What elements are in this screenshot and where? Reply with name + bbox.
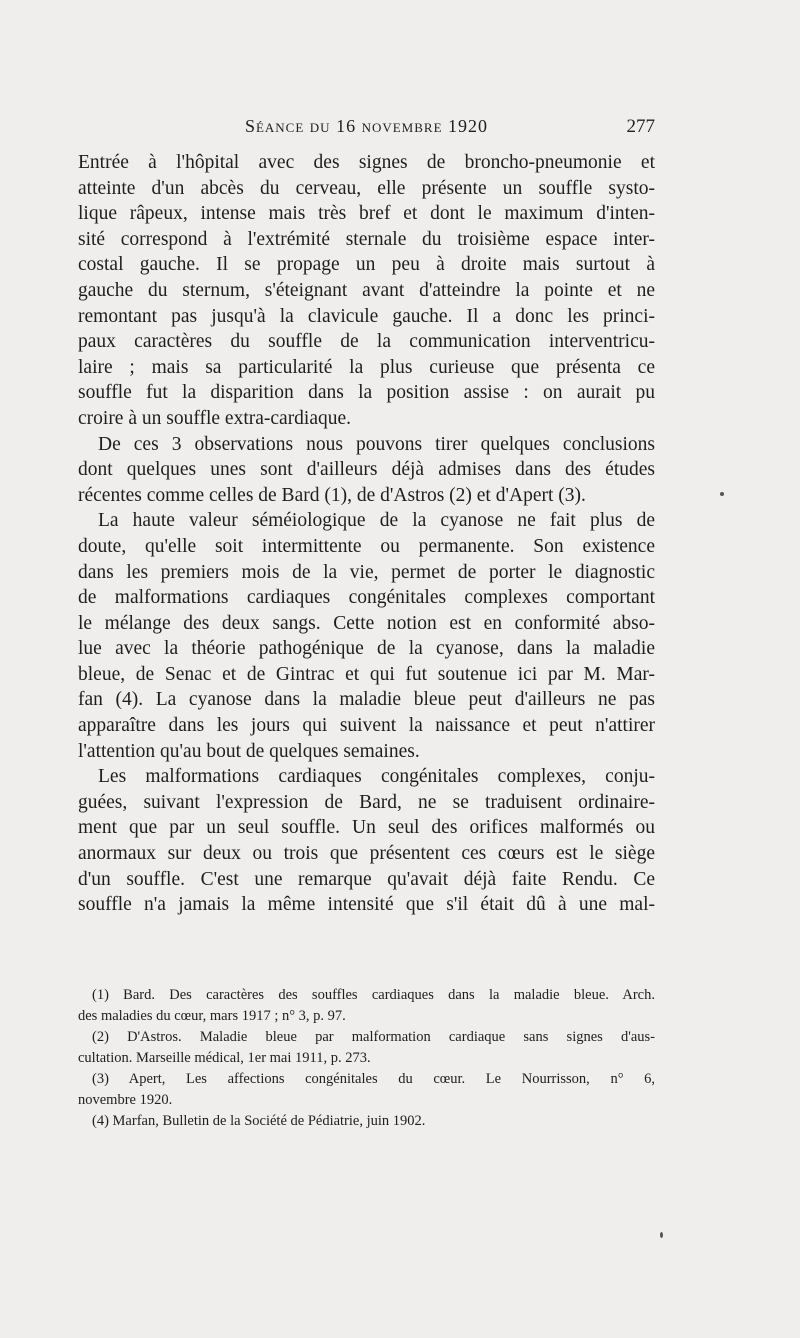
stray-ink-mark bbox=[720, 492, 724, 496]
text-line: bleue, de Senac et de Gintrac et qui fut soutenue ici par M. Mar- bbox=[78, 663, 655, 685]
text-line: doute, qu'elle soit intermittente ou permanente. Son existence bbox=[78, 535, 655, 557]
text-line: atteinte d'un abcès du cerveau, elle présente un souffle systo- bbox=[78, 177, 655, 199]
footnote-line: (1) Bard. Des caractères des souffles cardiaques dans la maladie bleue. Arch. bbox=[92, 987, 655, 1003]
text-line: de malformations cardiaques congénitales complexes comportant bbox=[78, 587, 655, 609]
text-line: paux caractères du souffle de la communication interventricu- bbox=[78, 331, 655, 353]
paragraph-first-line: Les malformations cardiaques congénitales complexes, conju- bbox=[98, 766, 655, 788]
footnote-line: novembre 1920. bbox=[78, 1092, 173, 1108]
footnotes bbox=[78, 985, 655, 1132]
footnote-line: (2) D'Astros. Maladie bleue par malformation cardiaque sans signes d'aus- bbox=[92, 1029, 655, 1045]
text-line: Entrée à l'hôpital avec des signes de broncho-pneumonie et bbox=[78, 152, 655, 173]
text-line: l'attention qu'au bout de quelques semaines. bbox=[78, 740, 420, 762]
text-line: ment que par un seul souffle. Un seul des orifices malformés ou bbox=[78, 817, 655, 839]
text-line: remontant pas jusqu'à la clavicule gauche. Il a donc les princi- bbox=[78, 305, 655, 327]
text-line: costal gauche. Il se propage un peu à droite mais surtout à bbox=[78, 254, 655, 276]
footnote-line: des maladies du cœur, mars 1917 ; n° 3, p. 97. bbox=[78, 1008, 346, 1024]
text-line: lique râpeux, intense mais très bref et dont le maximum d'inten- bbox=[78, 203, 655, 225]
text-line: anormaux sur deux ou trois que présentent ces cœurs est le siège bbox=[78, 843, 655, 865]
text-line: le mélange des deux sangs. Cette notion est en conformité abso- bbox=[78, 612, 655, 634]
text-line: apparaître dans les jours qui suivent la naissance et peut n'attirer bbox=[78, 715, 655, 737]
text-line: fan (4). La cyanose dans la maladie bleue peut d'ailleurs ne pas bbox=[78, 689, 655, 711]
text-line: souffle fut la disparition dans la position assise : on aurait pu bbox=[78, 382, 655, 404]
text-line: lue avec la théorie pathogénique de la cyanose, dans la maladie bbox=[78, 638, 655, 660]
text-line: dont quelques unes sont d'ailleurs déjà admises dans des études bbox=[78, 459, 655, 481]
text-line: gauche du sternum, s'éteignant avant d'atteindre la pointe et ne bbox=[78, 279, 655, 301]
text-line: d'un souffle. C'est une remarque qu'avait déjà faite Rendu. Ce bbox=[78, 868, 655, 890]
footnote-line: cultation. Marseille médical, 1er mai 1911, p. 273. bbox=[78, 1050, 371, 1066]
running-head: Séance du 16 novembre 1920 bbox=[244, 116, 489, 136]
body-text bbox=[78, 150, 655, 918]
page-number: 277 bbox=[626, 116, 655, 137]
text-line: croire à un souffle extra-cardiaque. bbox=[78, 407, 352, 429]
text-line: récentes comme celles de Bard (1), de d'Astros (2) et d'Apert (3). bbox=[78, 484, 586, 506]
text-line: sité correspond à l'extrémité sternale du troisième espace inter- bbox=[78, 228, 655, 250]
paragraph-first-line: De ces 3 observations nous pouvons tirer quelques conclusions bbox=[98, 433, 655, 455]
text-line: souffle n'a jamais la même intensité que s'il était dû à une mal- bbox=[78, 894, 655, 916]
text-line: dans les premiers mois de la vie, permet de porter le diagnostic bbox=[78, 561, 655, 583]
footnote-line: (3) Apert, Les affections congénitales du cœur. Le Nourrisson, n° 6, bbox=[92, 1071, 655, 1087]
footnote-line: (4) Marfan, Bulletin de la Société de Pédiatrie, juin 1902. bbox=[92, 1113, 426, 1129]
paragraph-first-line: La haute valeur séméiologique de la cyanose ne fait plus de bbox=[98, 510, 655, 532]
text-line: guées, suivant l'expression de Bard, ne se traduisent ordinaire- bbox=[78, 791, 655, 813]
page-header bbox=[78, 116, 655, 144]
text-line: laire ; mais sa particularité la plus curieuse que présenta ce bbox=[78, 356, 655, 378]
stray-ink-mark bbox=[660, 1232, 663, 1238]
